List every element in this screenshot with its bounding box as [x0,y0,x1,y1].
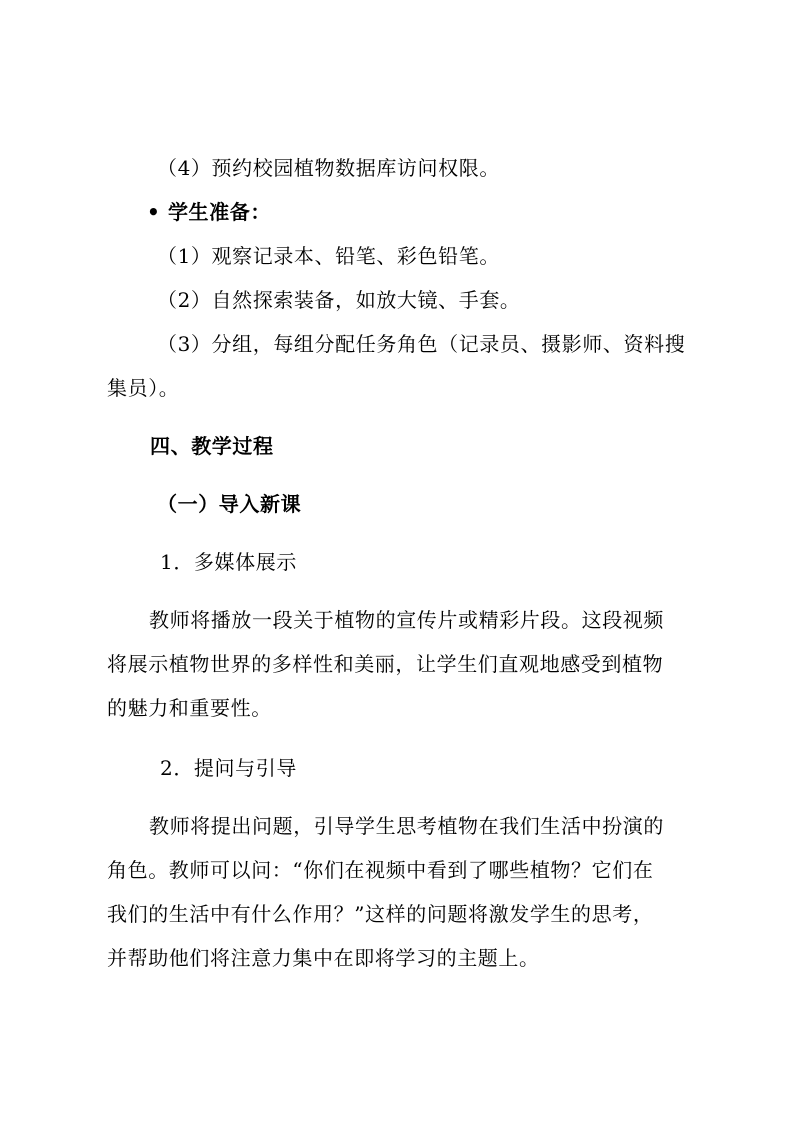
student-prep-item-2: （2）自然探索装备，如放大镜、手套。 [157,288,521,312]
step-1-paragraph-line-3: 的魅力和重要性。 [107,696,272,720]
step-2-paragraph-line-2: 角色。教师可以问：“你们在视频中看到了哪些植物？它们在 [107,858,654,882]
student-prep-item-1: （1）观察记录本、铅笔、彩色铅笔。 [157,244,500,268]
student-prep-item-3: （3）分组，每组分配任务角色（记录员、摄影师、资料搜 [157,332,686,356]
step-1-title: 1．多媒体展示 [160,550,297,574]
step-2-paragraph-line-4: 并帮助他们将注意力集中在即将学习的主题上。 [107,946,540,970]
step-2-paragraph-line-1: 教师将提出问题，引导学生思考植物在我们生活中扮演的 [149,814,664,838]
step-1-paragraph-line-2: 将展示植物世界的多样性和美丽，让学生们直观地感受到植物 [107,652,664,676]
step-1-paragraph-line-1: 教师将播放一段关于植物的宣传片或精彩片段。这段视频 [149,608,664,632]
step-2-paragraph-line-3: 我们的生活中有什么作用？”这样的问题将激发学生的思考， [107,902,654,926]
student-prep-heading: • 学生准备： [147,200,271,224]
subsection-1-heading: （一）导入新课 [157,492,302,516]
student-prep-item-3-continued: 集员）。 [107,376,180,400]
section-4-heading: 四、教学过程 [150,434,274,458]
step-2-title: 2．提问与引导 [160,756,297,780]
teacher-prep-item-4: （4）预约校园植物数据库访问权限。 [157,156,500,180]
